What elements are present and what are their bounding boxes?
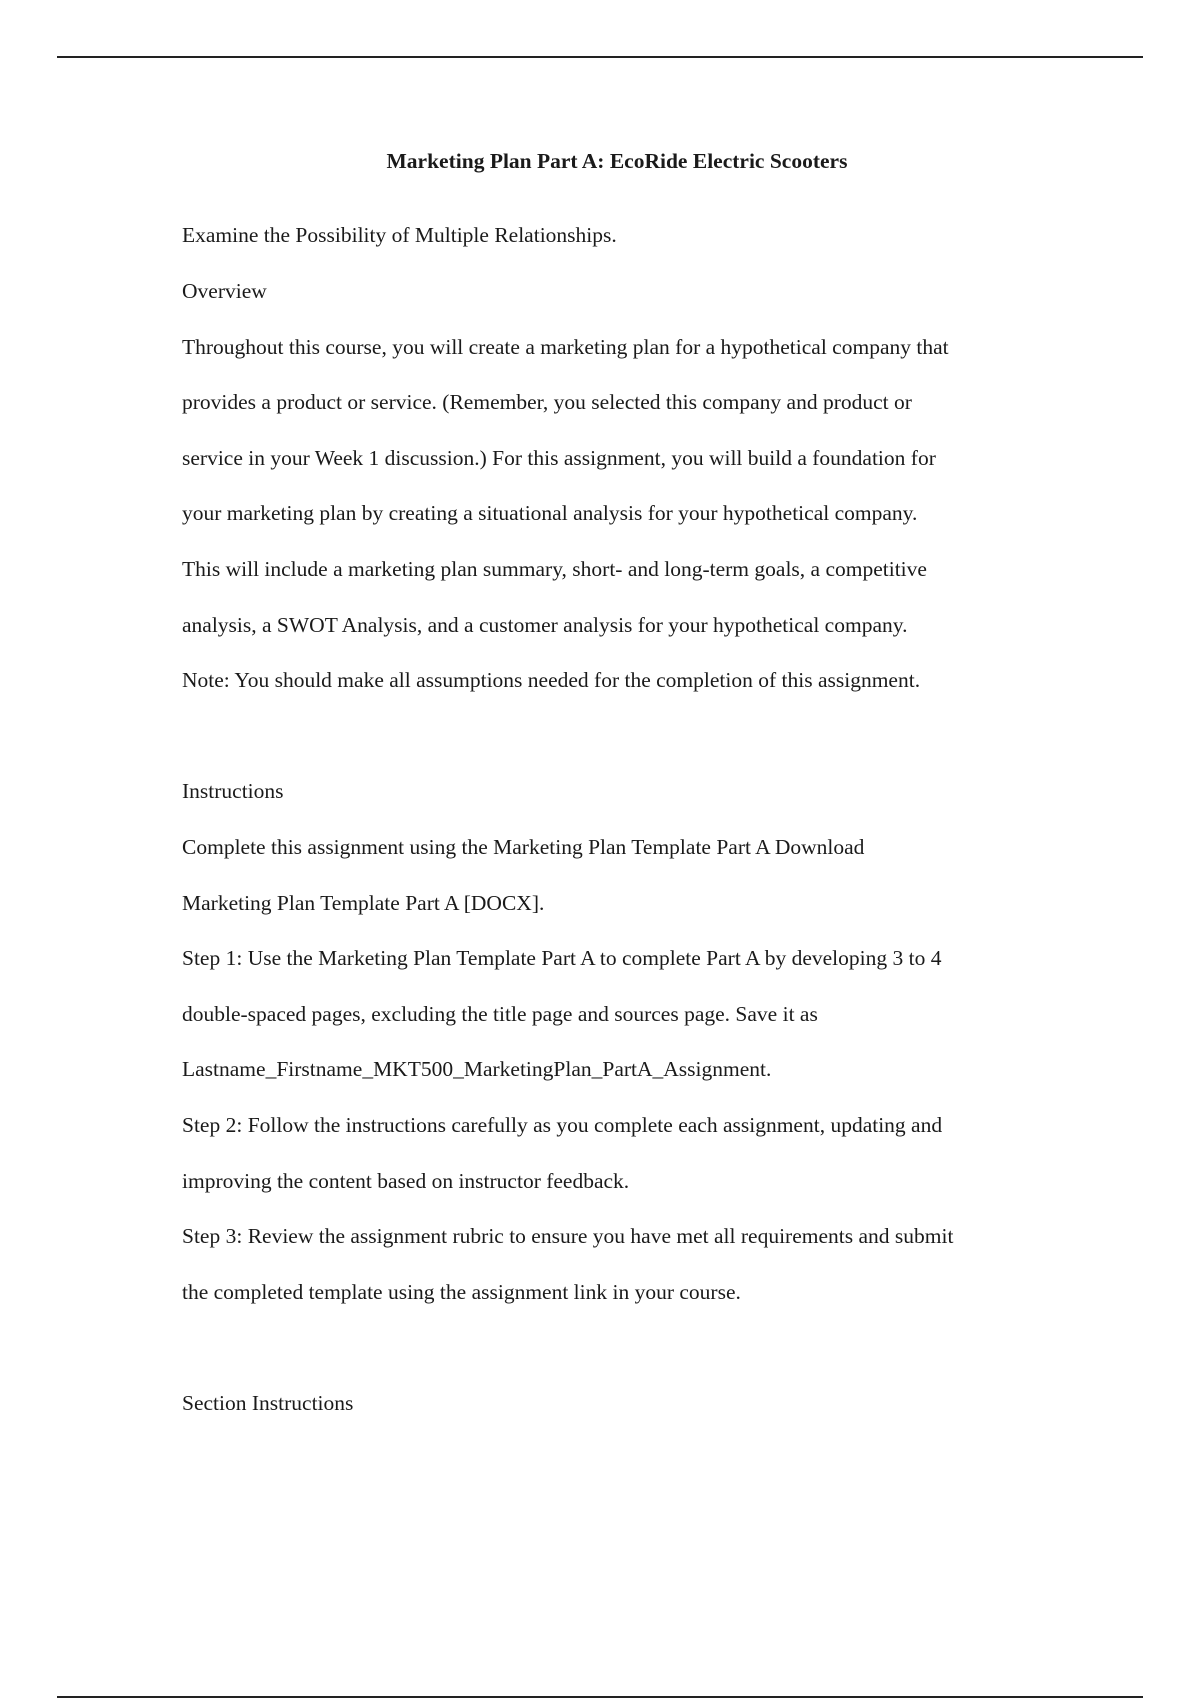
overview-line-5: This will include a marketing plan summary, short- and long-term goals, a competitive [182,557,927,581]
overview-note: Note: You should make all assumptions needed for the completion of this assignment. [182,668,921,692]
overview-line-3: service in your Week 1 discussion.) For this assignment, you will build a foundation for [182,446,936,470]
overview-line-6: analysis, a SWOT Analysis, and a customer analysis for your hypothetical company. [182,613,908,637]
overview-line-4: your marketing plan by creating a situational analysis for your hypothetical company. [182,501,918,525]
bottom-rule [57,1696,1143,1698]
intro-line: Examine the Possibility of Multiple Relationships. [182,223,617,247]
overview-heading: Overview [182,279,267,303]
overview-line-2: provides a product or service. (Remember, you selected this company and product or [182,390,912,414]
step-1-line-3: Lastname_Firstname_MKT500_MarketingPlan_PartA_Assignment. [182,1057,772,1081]
overview-line-1: Throughout this course, you will create a marketing plan for a hypothetical company that [182,335,949,359]
instructions-line-2: Marketing Plan Template Part A [DOCX]. [182,891,545,915]
step-1-line-2: double-spaced pages, excluding the title page and sources page. Save it as [182,1002,818,1026]
step-2-line-1: Step 2: Follow the instructions carefully as you complete each assignment, updating and [182,1113,943,1137]
step-3-line-1: Step 3: Review the assignment rubric to ensure you have met all requirements and submit [182,1224,954,1248]
section-instructions-heading: Section Instructions [182,1391,354,1415]
step-1-line-1: Step 1: Use the Marketing Plan Template Part A to complete Part A by developing 3 to 4 [182,946,942,970]
instructions-heading: Instructions [182,779,284,803]
step-3-line-2: the completed template using the assignment link in your course. [182,1280,741,1304]
top-rule [57,56,1143,58]
step-2-line-2: improving the content based on instructor feedback. [182,1169,630,1193]
instructions-line-1: Complete this assignment using the Marketing Plan Template Part A Download [182,835,865,859]
document-title: Marketing Plan Part A: EcoRide Electric Scooters [386,149,848,173]
